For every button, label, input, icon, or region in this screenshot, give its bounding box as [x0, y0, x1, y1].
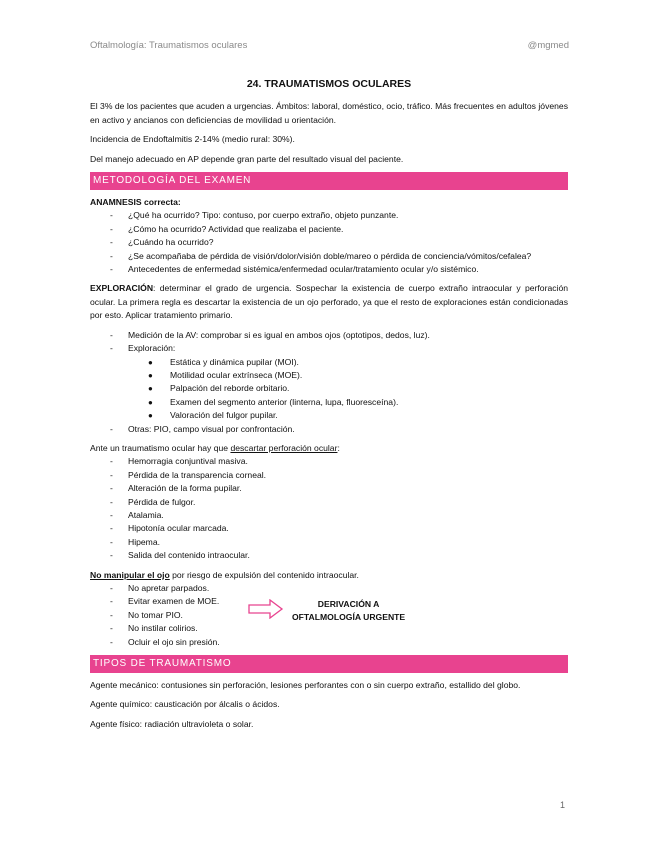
- list-item: - Salida del contenido intraocular.: [110, 550, 250, 561]
- intro-paragraph-1: El 3% de los pacientes que acuden a urgencias. Ámbitos: laboral, doméstico, ocio, tráfico. Más frecuentes en adultos jóvenes en activo y ancianos con deficiencias de movilidad u orientación.: [90, 101, 568, 125]
- list-item: - Exploración: ● Estática y dinámica pupilar (MOI). ● Motilidad ocular extrínseca (MOE). ● Palpación del reborde orbitario. ● Examen del segmento anterior (linterna, lupa, fluoresceína). ● Valoración del fulgor pupilar.: [90, 342, 568, 422]
- list-item: - Medición de la AV: comprobar si es igual en ambos ojos (optotipos, dedos, luz).: [110, 329, 430, 340]
- perforacion-list: [90, 455, 568, 562]
- intro-paragraph-3: Del manejo adecuado en AP depende gran parte del resultado visual del paciente.: [90, 153, 404, 164]
- arrow-right-icon: [248, 599, 284, 623]
- sublist-item: ● Motilidad ocular extrínseca (MOE).: [148, 369, 303, 380]
- list-item: - Hemorragia conjuntival masiva.: [110, 456, 248, 467]
- running-header-title: Oftalmología: Traumatismos oculares: [90, 40, 248, 51]
- page-number: 1: [559, 800, 565, 810]
- list-item: - ¿Cómo ha ocurrido? Actividad que realizaba el paciente.: [110, 223, 344, 234]
- no-manipular-block: [90, 582, 568, 649]
- derivacion-label: DERIVACIÓN A OFTALMOLOGÍA URGENTE: [292, 599, 406, 622]
- no-manipular-underlined: No manipular el ojo: [90, 569, 170, 580]
- document-body: [90, 78, 568, 737]
- sublist-item: ● Palpación del reborde orbitario.: [148, 383, 290, 394]
- list-item: - Alteración de la forma pupilar.: [110, 483, 242, 494]
- list-item: - Hipotonía ocular marcada.: [110, 523, 229, 534]
- tipos-paragraph-1: Agente mecánico: contusiones sin perforación, lesiones perforantes con o sin cuerpo extraño, estallido del globo.: [90, 680, 521, 691]
- list-item: - No instilar colirios.: [110, 623, 198, 634]
- perforacion-underlined: descartar perforación ocular: [230, 442, 338, 453]
- list-item: - No tomar PIO.: [110, 609, 183, 620]
- list-item: - Pérdida de fulgor.: [110, 496, 196, 507]
- exploracion-text: : determinar el grado de urgencia. Sospechar la existencia de cuerpo extraño intraocular y perforación ocular. La primera regla es descartar la existencia de un ojo perforado, ya que el resto de exploraciones están condicionadas por esto. Aplicar tratamiento primario.: [90, 283, 568, 321]
- list-item: - Pérdida de la transparencia corneal.: [110, 469, 267, 480]
- exploracion-label: EXPLORACIÓN: [90, 283, 154, 294]
- tipos-paragraph-2: Agente químico: causticación por álcalis o ácidos.: [90, 699, 280, 710]
- sublist-item: ● Estática y dinámica pupilar (MOI).: [148, 356, 299, 367]
- anamnesis-list: [90, 209, 568, 276]
- list-item: - Hipema.: [110, 536, 160, 547]
- intro-paragraph-2: Incidencia de Endoftalmitis 2-14% (medio rural: 30%).: [90, 134, 295, 145]
- page-title: 24. TRAUMATISMOS OCULARES: [246, 78, 412, 90]
- perforacion-intro: Ante un traumatismo ocular hay que descartar perforación ocular:: [90, 442, 340, 453]
- list-item: - Evitar examen de MOE.: [110, 596, 220, 607]
- list-item: - ¿Qué ha ocurrido? Tipo: contuso, por cuerpo extraño, objeto punzante.: [110, 210, 399, 221]
- list-item: - ¿Se acompañaba de pérdida de visión/dolor/visión doble/mareo o pérdida de conciencia/vómitos/cefalea?: [110, 250, 532, 261]
- list-item: - Otras: PIO, campo visual por confrontación.: [110, 423, 295, 434]
- sublist-item: ● Valoración del fulgor pupilar.: [148, 410, 278, 421]
- derivacion-callout: [248, 598, 405, 624]
- list-item: - Ocluir el ojo sin presión.: [110, 636, 220, 647]
- list-item: - ¿Cuándo ha ocurrido?: [110, 237, 214, 248]
- anamnesis-label: ANAMNESIS correcta:: [90, 197, 181, 208]
- section-header-tipos: TIPOS DE TRAUMATISMO: [90, 655, 568, 673]
- list-item: - No apretar parpados.: [110, 583, 210, 593]
- tipos-paragraph-3: Agente físico: radiación ultravioleta o solar.: [90, 718, 254, 729]
- list-item: - Antecedentes de enfermedad sistémica/enfermedad ocular/tratamiento ocular y/o sistémico.: [110, 264, 479, 275]
- exploracion-list: [90, 329, 568, 436]
- running-header-handle: @mgmed: [527, 40, 569, 51]
- list-item: - Atalamia.: [110, 509, 164, 520]
- no-manipular-intro: No manipular el ojo por riesgo de expulsión del contenido intraocular.: [90, 569, 359, 580]
- exploracion-sublist: [128, 356, 568, 423]
- exploracion-paragraph: [90, 282, 568, 322]
- sublist-item: ● Examen del segmento anterior (linterna, lupa, fluoresceína).: [148, 396, 399, 407]
- section-header-metodologia: METODOLOGÍA DEL EXAMEN: [90, 172, 568, 190]
